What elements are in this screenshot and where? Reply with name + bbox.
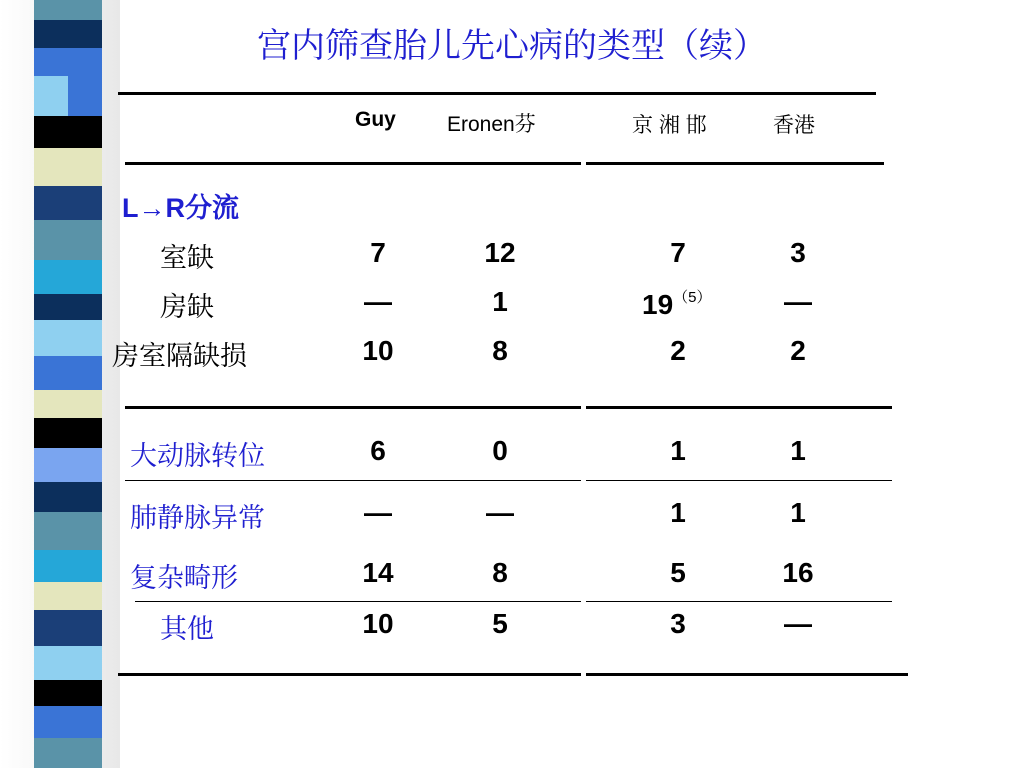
stripe-block (34, 482, 102, 512)
stripe-block (34, 320, 102, 356)
stripe-blocks (34, 0, 102, 768)
stripe-block (34, 294, 102, 320)
footnote-marker: （5） (673, 289, 712, 306)
table-cell: 10 (362, 608, 394, 639)
table-cell: — (486, 497, 514, 528)
table-cell: 6 (370, 435, 386, 466)
table-cell: — (784, 608, 812, 639)
table-cell: 0 (492, 435, 508, 466)
stripe-block (34, 116, 102, 148)
stripe-block (34, 186, 102, 220)
stripe-block (34, 512, 102, 550)
table-cell: 5 (670, 557, 686, 588)
stripe-block (34, 550, 102, 582)
row-label: 肺静脉异常 (130, 503, 265, 534)
group-label-lr-shunt: L→R分流 (122, 193, 239, 223)
table-cell: 7 (370, 237, 386, 268)
row-label: 大动脉转位 (130, 441, 265, 472)
slide-title: 宫内筛查胎儿先心病的类型（续） (257, 26, 767, 66)
table-cell: 1 (670, 435, 686, 466)
rule-bottom-left (118, 673, 581, 676)
stripe-block (34, 448, 102, 482)
stripe-block (34, 390, 102, 418)
stripe-block (34, 148, 102, 186)
stripe-block (34, 260, 102, 294)
table-cell: 2 (670, 335, 686, 366)
table-cell: 16 (782, 557, 814, 588)
rule-thin-1-left (125, 480, 581, 481)
column-header-eronen: Eronen芬 (447, 113, 536, 136)
column-header-guy: Guy (355, 108, 396, 131)
table-cell: — (364, 286, 392, 317)
stripe-block (34, 646, 102, 680)
stripe-block (68, 76, 102, 116)
column-header-hong-kong: 香港 (773, 114, 815, 137)
table-cell: 10 (362, 335, 394, 366)
rule-header-right (586, 162, 884, 165)
table-cell: — (364, 497, 392, 528)
rule-bottom-right (586, 673, 908, 676)
decorative-stripe (0, 0, 120, 768)
table-cell: 7 (670, 237, 686, 268)
table-cell: 3 (790, 237, 806, 268)
stripe-block (34, 680, 102, 706)
row-label: 复杂畸形 (130, 563, 238, 594)
table-cell: 1 (492, 286, 508, 317)
row-label: 其他 (160, 614, 214, 645)
rule-mid-right (586, 406, 892, 409)
table-cell: 19$^{(5)}$ (642, 289, 712, 320)
table-cell: 1 (670, 497, 686, 528)
stripe-block (34, 220, 102, 260)
stripe-block (34, 418, 102, 448)
rule-thin-2-right (586, 601, 892, 602)
stripe-block (34, 610, 102, 646)
table-cell: 3 (670, 608, 686, 639)
stripe-block (34, 582, 102, 610)
stripe-block (34, 0, 102, 20)
column-header-jing-xiang-han: 京 湘 邯 (632, 114, 707, 137)
row-label: 房室隔缺损 (112, 341, 247, 372)
table-cell: — (784, 286, 812, 317)
table-cell: 1 (790, 497, 806, 528)
stripe-block (34, 706, 102, 738)
table-cell: 8 (492, 557, 508, 588)
row-label: 室缺 (160, 243, 214, 274)
rule-thin-2-left (135, 601, 581, 602)
rule-header-left (125, 162, 581, 165)
rule-mid-left (125, 406, 581, 409)
table-cell: 12 (484, 237, 516, 268)
stripe-block (34, 738, 102, 768)
rule-thin-1-right (586, 480, 892, 481)
table-cell: 5 (492, 608, 508, 639)
rule-top (118, 92, 876, 95)
stripe-block (34, 356, 102, 390)
table-cell: 8 (492, 335, 508, 366)
stripe-block (34, 76, 68, 116)
table-cell: 2 (790, 335, 806, 366)
table-cell: 14 (362, 557, 394, 588)
table-cell: 1 (790, 435, 806, 466)
row-label: 房缺 (160, 292, 214, 323)
